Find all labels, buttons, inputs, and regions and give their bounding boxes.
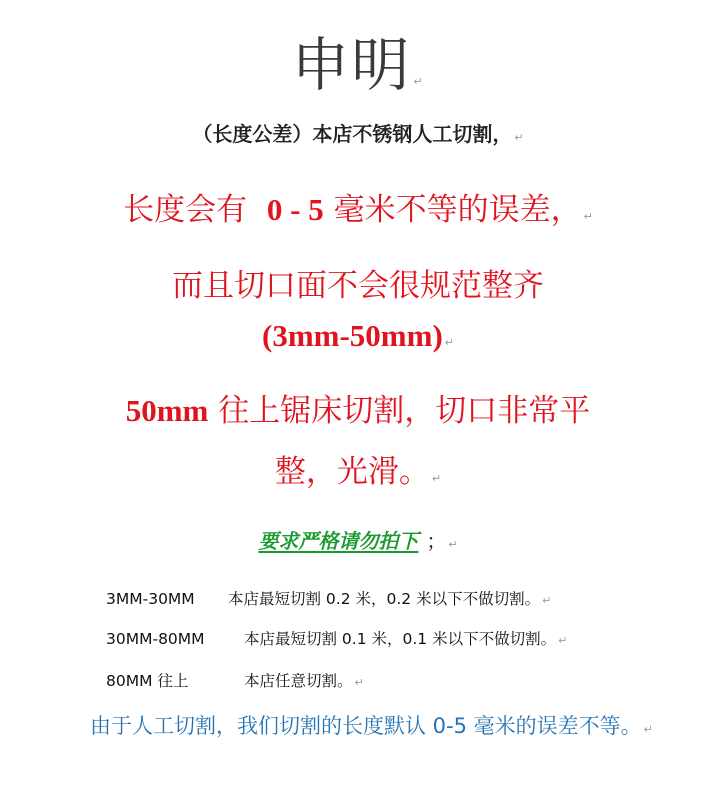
saw-size-threshold: 50mm (125, 393, 209, 428)
paragraph-mark-icon: ↵ (448, 538, 458, 551)
rule-text: 本店最短切割 0.1 米，0.1 米以下不做切割。 (244, 630, 557, 648)
notice (0, 525, 716, 554)
cutting-rule (106, 627, 567, 649)
rule-size-range: 30MM-80MM (106, 630, 205, 648)
subtitle-text: （长度公差）本店不锈钢人工切割， (192, 122, 513, 146)
warning-line-5 (0, 446, 716, 491)
warning-line-3-text: (3mm-50mm) (262, 318, 443, 353)
rule-text: 本店任意切割。 (244, 672, 353, 690)
warning-line-3 (0, 318, 716, 354)
document-title (0, 18, 716, 102)
rule-size-range: 3MM-30MM (106, 590, 195, 608)
cutting-rule (106, 669, 364, 691)
footer-text: 由于人工切割，我们切割的长度默认 0-5 毫米的误差不等。 (90, 714, 642, 738)
warning-line-5-text: 整，光滑。 (274, 454, 430, 490)
paragraph-mark-icon: ↵ (413, 75, 425, 88)
warning-line-2 (0, 260, 716, 305)
paragraph-mark-icon: ↵ (583, 210, 593, 223)
paragraph-mark-icon: ↵ (643, 723, 653, 736)
paragraph-mark-icon: ↵ (354, 676, 364, 689)
rule-size-range: 80MM 往上 (106, 672, 189, 690)
warning-line-1 (0, 184, 716, 229)
paragraph-mark-icon: ↵ (558, 634, 568, 647)
paragraph-mark-icon: ↵ (431, 472, 442, 485)
notice-text: 要求严格请勿拍下 (258, 529, 419, 553)
subtitle (0, 118, 716, 147)
paragraph-mark-icon: ↵ (542, 594, 552, 607)
warning-line-1-suffix: 毫米不等的误差， (323, 192, 582, 228)
warning-line-4 (0, 385, 716, 430)
footer-note (90, 705, 660, 751)
title-text: 申明 (291, 31, 412, 99)
warning-line-4-text: 往上锯床切割，切口非常平 (208, 393, 591, 429)
cutting-rule (106, 587, 551, 609)
warning-line-2-text: 而且切口面不会很规范整齐 (172, 268, 544, 304)
paragraph-mark-icon: ↵ (514, 131, 524, 144)
tolerance-range: 0 - 5 (266, 192, 324, 227)
warning-line-1-prefix: 长度会有 (123, 192, 267, 228)
paragraph-mark-icon: ↵ (444, 336, 454, 349)
notice-punct: ； (426, 529, 447, 553)
rule-text: 本店最短切割 0.2 米，0.2 米以下不做切割。 (228, 590, 541, 608)
